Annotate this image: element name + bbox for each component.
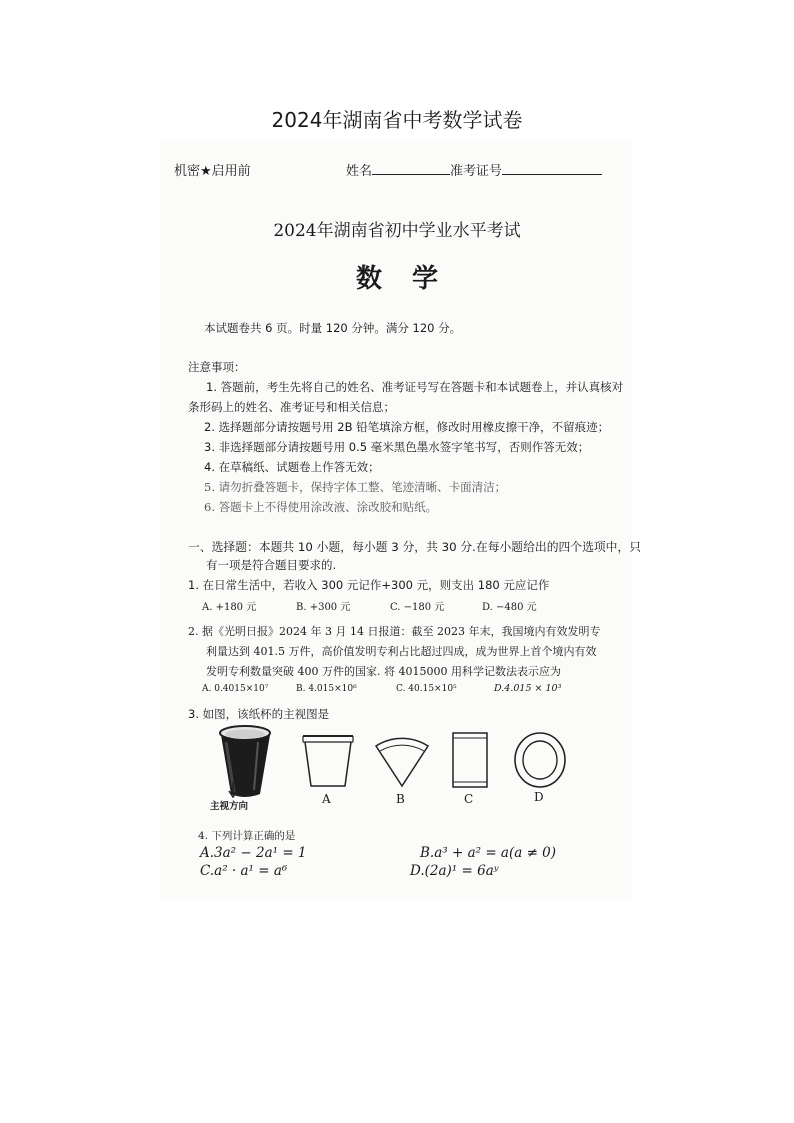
q3-option-c-label: C xyxy=(464,792,474,806)
q1-stem: 1. 在日常生活中，若收入 300 元记作+300 元，则支出 180 元应记作 xyxy=(188,578,550,592)
q4-option-c: C.a² · a¹ = a⁶ xyxy=(200,863,288,879)
notice-line: 4. 在草稿纸、试题卷上作答无效； xyxy=(204,460,380,474)
view-direction-arrow-icon xyxy=(226,782,240,798)
name-blank xyxy=(372,161,450,175)
q3-option-b-label: B xyxy=(396,792,405,806)
notice-line: 6. 答题卡上不得使用涂改液、涂改胶和贴纸。 xyxy=(204,500,438,514)
confidential-label: 机密★启用前 xyxy=(174,164,251,179)
document-title: 2024年湖南省中考数学试卷 xyxy=(271,108,523,132)
q2-option-c: C. 40.15×10⁵ xyxy=(396,684,457,694)
q2-stem-line3: 发明专利数量突破 400 万件的国家. 将 4015000 用科学记数法表示应为 xyxy=(206,665,561,678)
notice-line: 5. 请勿折叠答题卡，保持字体工整、笔迹清晰、卡面清洁； xyxy=(204,480,507,494)
name-field xyxy=(346,160,602,179)
q1-option-d: D. −480 元 xyxy=(482,602,537,613)
exam-intro: 本试题卷共 6 页。时量 120 分钟。满分 120 分。 xyxy=(204,321,462,335)
q1-option-b: B. +300 元 xyxy=(296,602,351,613)
notice-line: 3. 非选择题部分请按题号用 0.5 毫米黑色墨水签字笔书写，否则作答无效； xyxy=(204,440,590,454)
q3-stem: 3. 如图，该纸杯的主视图是 xyxy=(188,707,330,721)
q2-stem-line2: 利量达到 401.5 万件，高价值发明专利占比超过四成，成为世界上首个境内有效 xyxy=(206,645,597,658)
q3-option-d-label: D xyxy=(534,790,544,804)
q4-stem: 4. 下列计算正确的是 xyxy=(198,830,296,842)
q4-option-b: B.a³ + a² = a(a ≠ 0) xyxy=(420,845,557,861)
q4-option-d: D.(2a)¹ = 6aʸ xyxy=(410,863,499,879)
notice-line: 条形码上的姓名、准考证号和相关信息； xyxy=(188,400,395,414)
q2-stem-line1: 2. 据《光明日报》2024 年 3 月 14 日报道：截至 2023 年末，我国境内有效发明专 xyxy=(188,625,601,638)
q3-option-d-figure xyxy=(512,730,568,790)
notice-heading: 注意事项： xyxy=(188,360,246,374)
exam-title: 2024年湖南省初中学业水平考试 xyxy=(273,221,521,241)
section-heading-cont: 有一项是符合题目要求的. xyxy=(206,558,337,572)
name-label: 姓名 xyxy=(346,164,373,179)
exam-id-label: 准考证号 xyxy=(450,164,503,179)
q3-option-c-figure xyxy=(450,730,490,792)
q4-option-a: A.3a² − 2a¹ = 1 xyxy=(200,845,307,861)
notice-line: 2. 选择题部分请按题号用 2B 铅笔填涂方框，修改时用橡皮擦干净，不留痕迹； xyxy=(204,420,610,434)
q3-option-b-figure xyxy=(372,730,432,790)
view-direction-label: 主视方向 xyxy=(210,801,249,812)
q2-option-b: B. 4.015×10⁶ xyxy=(296,684,357,694)
exam-id-blank xyxy=(502,161,602,175)
subject-title: 数学 xyxy=(355,264,468,294)
q2-option-d: D.4.015 × 10³ xyxy=(494,683,562,694)
q1-option-c: C. −180 元 xyxy=(390,602,445,613)
q1-option-a: A. +180 元 xyxy=(202,602,257,613)
q3-option-a-label: A xyxy=(322,792,331,806)
notice-line: 1. 答题前，考生先将自己的姓名、准考证号写在答题卡和本试题卷上，并认真核对 xyxy=(206,380,624,394)
q2-option-a: A. 0.4015×10⁷ xyxy=(202,684,269,694)
section-heading: 一、选择题：本题共 10 小题，每小题 3 分，共 30 分.在每小题给出的四个选项中，只 xyxy=(188,540,642,554)
q3-option-a-figure xyxy=(300,732,356,790)
